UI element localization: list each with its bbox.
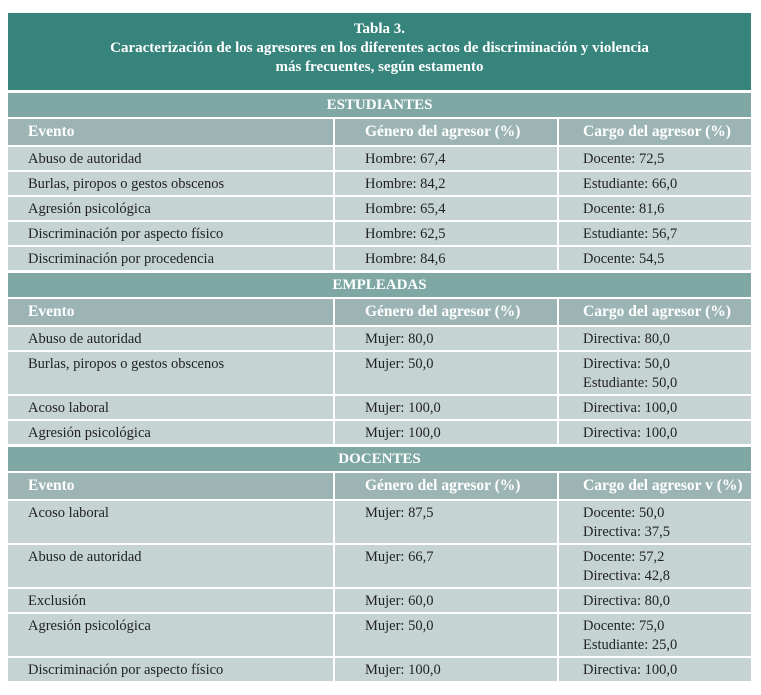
table-row bbox=[8, 145, 751, 170]
gender-cell: Mujer: 80,0 bbox=[335, 327, 559, 350]
role-value: Directiva: 42,8 bbox=[583, 568, 670, 584]
role-value: Docente: 54,5 bbox=[583, 251, 665, 267]
gender-cell: Mujer: 60,0 bbox=[335, 589, 559, 612]
role-value: Estudiante: 66,0 bbox=[583, 176, 678, 192]
role-cell bbox=[559, 421, 751, 444]
gender-cell: Hombre: 67,4 bbox=[335, 147, 559, 170]
column-header: Género del agresor (%) bbox=[335, 299, 559, 325]
title-line-1: Tabla 3. bbox=[353, 21, 406, 37]
table-row bbox=[8, 245, 751, 270]
role-cell bbox=[559, 396, 751, 419]
gender-cell: Hombre: 65,4 bbox=[335, 197, 559, 220]
role-value: Estudiante: 50,0 bbox=[583, 375, 678, 391]
role-value: Directiva: 100,0 bbox=[583, 662, 678, 678]
header-row bbox=[8, 297, 751, 325]
gender-cell: Mujer: 100,0 bbox=[335, 421, 559, 444]
gender-cell: Mujer: 100,0 bbox=[335, 396, 559, 419]
event-cell: Agresión psicológica bbox=[8, 197, 335, 220]
event-cell: Abuso de autoridad bbox=[8, 545, 335, 587]
event-cell: Discriminación por aspecto físico bbox=[8, 222, 335, 245]
role-value: Docente: 50,0 bbox=[583, 505, 665, 521]
table-row bbox=[8, 170, 751, 195]
role-value: Directiva: 50,0 bbox=[583, 356, 670, 372]
role-value: Directiva: 80,0 bbox=[583, 593, 670, 609]
event-cell: Burlas, piropos o gestos obscenos bbox=[8, 352, 335, 394]
event-cell: Discriminación por procedencia bbox=[8, 247, 335, 270]
table-row bbox=[8, 350, 751, 394]
gender-cell: Hombre: 84,2 bbox=[335, 172, 559, 195]
table-row bbox=[8, 612, 751, 656]
role-value: Docente: 57,2 bbox=[583, 549, 665, 565]
title-line-3: más frecuentes, según estamento bbox=[275, 59, 484, 75]
event-cell: Discriminación por aspecto físico bbox=[8, 658, 335, 681]
event-cell: Acoso laboral bbox=[8, 396, 335, 419]
event-cell: Abuso de autoridad bbox=[8, 327, 335, 350]
section-header: ESTUDIANTES bbox=[8, 93, 751, 117]
role-cell bbox=[559, 501, 751, 543]
role-value: Estudiante: 56,7 bbox=[583, 226, 678, 242]
role-value: Docente: 81,6 bbox=[583, 201, 665, 217]
gender-cell: Mujer: 66,7 bbox=[335, 545, 559, 587]
role-cell bbox=[559, 147, 751, 170]
role-value: Directiva: 80,0 bbox=[583, 331, 670, 347]
column-header: Género del agresor (%) bbox=[335, 119, 559, 145]
column-header: Género del agresor (%) bbox=[335, 473, 559, 499]
table-row bbox=[8, 195, 751, 220]
table-row bbox=[8, 394, 751, 419]
table-row bbox=[8, 543, 751, 587]
gender-cell: Mujer: 50,0 bbox=[335, 352, 559, 394]
role-value: Estudiante: 25,0 bbox=[583, 637, 678, 653]
column-header: Cargo del agresor (%) bbox=[583, 123, 731, 140]
role-cell bbox=[559, 327, 751, 350]
role-value: Directiva: 37,5 bbox=[583, 524, 670, 540]
header-row bbox=[8, 117, 751, 145]
role-cell bbox=[559, 222, 751, 245]
role-cell bbox=[559, 545, 751, 587]
column-header: Evento bbox=[8, 473, 335, 499]
gender-cell: Hombre: 84,6 bbox=[335, 247, 559, 270]
gender-cell: Hombre: 62,5 bbox=[335, 222, 559, 245]
table-row bbox=[8, 656, 751, 681]
table-title bbox=[8, 13, 751, 90]
column-header: Cargo del agresor (%) bbox=[583, 303, 731, 320]
table-row bbox=[8, 419, 751, 444]
column-header: Evento bbox=[8, 119, 335, 145]
table bbox=[8, 13, 751, 681]
gender-cell: Mujer: 87,5 bbox=[335, 501, 559, 543]
role-cell bbox=[559, 589, 751, 612]
role-value: Directiva: 100,0 bbox=[583, 425, 678, 441]
section-header: DOCENTES bbox=[8, 447, 751, 471]
role-cell bbox=[559, 172, 751, 195]
role-cell bbox=[559, 352, 751, 394]
role-value: Docente: 72,5 bbox=[583, 151, 665, 167]
table-row bbox=[8, 587, 751, 612]
role-cell bbox=[559, 197, 751, 220]
role-value: Docente: 75,0 bbox=[583, 618, 665, 634]
table-row bbox=[8, 220, 751, 245]
table-row bbox=[8, 499, 751, 543]
role-cell bbox=[559, 658, 751, 681]
gender-cell: Mujer: 100,0 bbox=[335, 658, 559, 681]
section-header: EMPLEADAS bbox=[8, 273, 751, 297]
event-cell: Abuso de autoridad bbox=[8, 147, 335, 170]
event-cell: Acoso laboral bbox=[8, 501, 335, 543]
role-cell bbox=[559, 614, 751, 656]
gender-cell: Mujer: 50,0 bbox=[335, 614, 559, 656]
event-cell: Agresión psicológica bbox=[8, 421, 335, 444]
column-header: Evento bbox=[8, 299, 335, 325]
table-row bbox=[8, 325, 751, 350]
event-cell: Agresión psicológica bbox=[8, 614, 335, 656]
title-line-2: Caracterización de los agresores en los diferentes actos de discriminación y violencia bbox=[110, 40, 649, 56]
header-row bbox=[8, 471, 751, 499]
role-value: Directiva: 100,0 bbox=[583, 400, 678, 416]
event-cell: Exclusión bbox=[8, 589, 335, 612]
column-header: Cargo del agresor v (%) bbox=[583, 477, 743, 494]
event-cell: Burlas, piropos o gestos obscenos bbox=[8, 172, 335, 195]
role-cell bbox=[559, 247, 751, 270]
